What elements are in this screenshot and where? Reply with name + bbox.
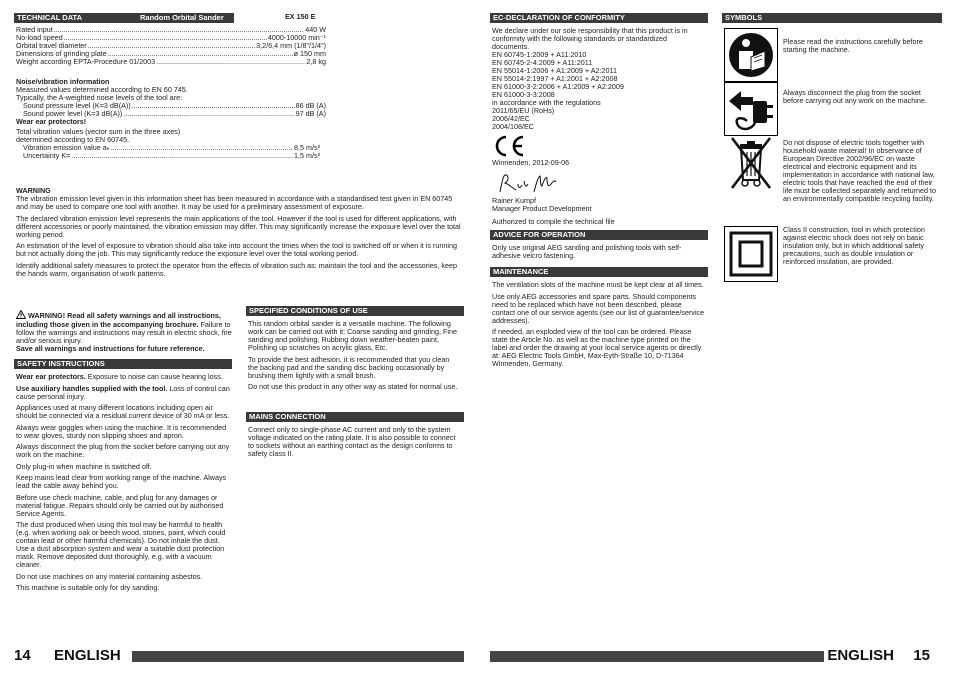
spec-row: Rated input ..... 440 W <box>16 26 326 34</box>
unplug-icon <box>724 82 778 136</box>
page-number-left: 14 <box>14 647 31 664</box>
specified-paragraph: To provide the best adhesion, it is recommended that you clean the backing pad and the sanding disc backing occasionally by brushing them lightly with a small brush. <box>248 354 450 380</box>
spec-row: Weight according EPTA-Procedure 01/2003 ..... 2,8 kg <box>16 58 326 66</box>
safety-warning-text: Failure to follow the warnings and instructions may result in electric shock, fire and/or serious injury. <box>16 320 232 345</box>
safety-paragraph: This machine is suitable only for dry sanding. <box>16 583 160 592</box>
warning-section <box>16 187 462 281</box>
signatory-name: Rainer Kumpf <box>492 196 536 205</box>
warning-paragraph: The vibration emission level given in this information sheet has been measured in accordance with a standardised test given in EN 60745 and may be used to compare one tool with another. It may be used for a preliminary assessment of exposure. <box>16 194 453 211</box>
safety-paragraph: The dust produced when using this tool may be harmful to health (e.g. when working oak or beech wood, stones, paint, which could contain lead or other harmful chemicals). Do not inhale the dust. Use a dust absorption system and wear a suitable dust protection mask. Remove deposited dust thoroughly, e.g. with a vacuum cleaner. <box>16 520 226 569</box>
vib-intro: Total vibration values (vector sum in the three axes) <box>16 127 181 136</box>
noise-intro: Typically, the A-weighted noise levels of the tool are: <box>16 93 183 102</box>
language-label-right: ENGLISH <box>827 647 894 664</box>
spec-row: No-load speed ..... 4000-10000 min⁻¹ <box>16 34 326 42</box>
crossed-bin-icon <box>724 136 778 192</box>
specified-conditions <box>248 320 460 395</box>
authorized-note: Authorized to compile the technical file <box>492 217 615 226</box>
footer-right <box>490 648 942 664</box>
advice-header: ADVICE FOR OPERATION <box>490 230 708 240</box>
vib-intro: determined according to EN 60745. <box>16 135 130 144</box>
noise-title: Noise/vibration information <box>16 77 110 86</box>
noise-section <box>16 78 326 126</box>
symbol-description: Class II construction, tool in which protection against electric shock does not rely on basic insulation only, but in which additional safety precautions, such as double insulation or reinforced insulation, are provided. <box>783 225 925 266</box>
spec-row: Orbital travel diameter ..... 3,2/6,4 mm (1/8"/1/4") <box>16 42 326 50</box>
safety-paragraph: Only plug-in when machine is switched off. <box>16 461 152 471</box>
safety-paragraph: Keep mains lead clear from working range of the machine. Always lead the cable away behind you. <box>16 473 227 490</box>
footer-left <box>14 648 464 664</box>
maintenance-header: MAINTENANCE <box>490 267 708 277</box>
maintenance-paragraph: If needed, an exploded view of the tool can be ordered. Please state the Article No. as well as the machine type printed on the label and order the drawing at your local service agents or directly at: AEG Electric Tools GmbH, Max-Eyth-Straße 10, D-71364 Winnenden, Germany. <box>492 327 702 368</box>
warning-paragraph: An estimation of the level of exposure to vibration should also take into account the times when the tool is switched off or when it is running but not actually doing the job. This may significantly reduce the exposure level over the total working period. <box>16 241 457 258</box>
ec-standard: EN 60745-2-4:2009 + A11:2011 <box>492 58 593 67</box>
ec-standard: 2006/42/EC <box>492 114 530 123</box>
safety-warning-bold: WARNING! Read all safety warnings and all instructions, including those given in the accompanying brochure. <box>16 311 221 329</box>
safety-warning-block <box>16 310 232 353</box>
ec-standard: EN 55014-2:1997 + A1:2001 + A2:2008 <box>492 74 618 83</box>
place-date: Winnenden, 2012-09-06 <box>492 158 570 167</box>
safety-text: Loss of control can cause personal injury. <box>16 383 230 401</box>
class-ii-icon <box>724 226 778 282</box>
noise-row: Sound pressure level (K=3 dB(A)) ..... 86 dB (A) <box>16 102 326 110</box>
safety-instructions <box>16 373 232 596</box>
ec-declaration-header: EC-DECLARATION OF CONFORMITY <box>490 13 708 23</box>
symbol-description: Always disconnect the plug from the socket before carrying out any work on the machine. <box>783 88 927 105</box>
maintenance-paragraph: The ventilation slots of the machine must be kept clear at all times. <box>492 280 704 289</box>
safety-warning-save: Save all warnings and instructions for future reference. <box>16 344 205 353</box>
specified-paragraph: This random orbital sander is a versatile machine. The following work can be carried out with it: Coarse sanding and grinding, Fine sanding and polishing, Rubbing down weather-beaten paint, Polishing up scratches on acrylic glass, Etc. <box>248 319 457 352</box>
safety-bold: Wear ear protectors. <box>16 372 86 381</box>
spec-row: Dimensions of grinding plate ..... ø 150 mm <box>16 50 326 58</box>
ec-standard: EN 60745-1:2009 + A11:2010 <box>492 50 587 59</box>
safety-paragraph <box>16 373 232 381</box>
safety-paragraph: Before use check machine, cable, and plug for any damages or material fatigue. Repairs should only be carried out by authorised Service Agents. <box>16 492 224 518</box>
read-manual-icon <box>724 28 778 82</box>
model-name: EX 150 E <box>285 12 316 21</box>
page-number-right: 15 <box>913 647 930 664</box>
signatory-role: Manager Product Development <box>492 204 592 213</box>
ec-intro: We declare under our sole responsibility that this product is in conformity with the following standards or standardized documents. <box>492 26 688 51</box>
maintenance-paragraph: Use only AEG accessories and spare parts. Should components need to be replaced which have not been described, please contact one of our service agents (see our list of guarantee/service addresses). <box>492 291 705 325</box>
safety-bold: Use auxiliary handles supplied with the tool. <box>16 383 168 393</box>
noise-row: Sound power level (K=3 dB(A)) ..... 97 dB (A) <box>16 110 326 118</box>
safety-paragraph: Always wear goggles when using the machine. It is recommended to wear gloves, sturdy non slipping shoes and apron. <box>16 422 227 440</box>
vib-row: Vibration emission value aₕ ..... 8,5 m/s² <box>16 144 320 152</box>
mains-connection <box>248 426 460 462</box>
mains-paragraph: Connect only to single-phase AC current and only to the system voltage indicated on the rating plate. It is also possible to connect to sockets without an earthing contact as the design conforms to safety class II. <box>248 425 456 458</box>
safety-paragraph: Do not use machines on any material containing asbestos. <box>16 571 203 581</box>
mains-connection-header: MAINS CONNECTION <box>246 412 464 422</box>
ec-standard: EN 61000-3-3:2008 <box>492 90 555 99</box>
spec-list <box>16 26 326 66</box>
ec-standard: EN 61000-3-2:2006 + A1:2009 + A2:2009 <box>492 82 624 91</box>
advice-text <box>492 244 704 264</box>
specified-paragraph: Do not use this product in any other way as stated for normal use. <box>248 382 458 391</box>
safety-paragraph <box>16 385 232 401</box>
warning-paragraph: The declared vibration emission level represents the main applications of the tool. However if the tool is used for different applications, with different accessories or poorly maintained, the vibration emission may differ. This may significantly increase the exposure level over the total working period. <box>16 213 461 239</box>
signatory <box>492 197 706 226</box>
language-label-left: ENGLISH <box>54 647 121 664</box>
specified-conditions-header: SPECIFIED CONDITIONS OF USE <box>246 306 464 316</box>
footer-bar <box>132 651 464 662</box>
ec-standard: in accordance with the regulations <box>492 98 601 107</box>
symbol-description: Please read the instructions carefully before starting the machine. <box>783 37 923 54</box>
ec-declaration <box>492 27 706 131</box>
ec-standard: EN 55014-1:2006 + A1:2009 + A2:2011 <box>492 66 617 75</box>
safety-paragraph: Always disconnect the plug from the socket before carrying out any work on the machine. <box>16 442 230 459</box>
maintenance-text <box>492 281 706 372</box>
safety-paragraph: Appliances used at many different locations including open air should be connected via a residual current device of 30 mA or less. <box>16 403 230 420</box>
vibration-section <box>16 128 320 160</box>
symbol-description: Do not dispose of electric tools together with household waste material! In observance of European Directive 2002/96/EC on waste electrical and electronic equipment and its implementation in accordance with national law, electric tools that have reached the end of their life must be collected separately and returned to an environmentally compatible recycling facility. <box>783 138 937 203</box>
product-name: Random Orbital Sander <box>140 13 224 22</box>
warning-paragraph: Identify additional safety measures to protect the operator from the effects of vibration such as: maintain the tool and the accessories, keep the hands warm, organisation of work patterns. <box>16 260 457 278</box>
advice-paragraph: Only use original AEG sanding and polishing tools with self-adhesive velcro fastening. <box>492 243 682 260</box>
vib-row: Uncertainty K= ..... 1,5 m/s² <box>16 152 320 160</box>
ear-protect-note: Wear ear protectors! <box>16 117 87 126</box>
technical-data-header <box>14 13 234 23</box>
footer-bar <box>490 651 824 662</box>
ec-standard: 2004/108/EC <box>492 122 534 131</box>
safety-text: Exposure to noise can cause hearing loss. <box>85 372 223 381</box>
ec-standard: 2011/65/EU (RoHs) <box>492 106 555 115</box>
technical-data-title: TECHNICAL DATA <box>17 13 82 22</box>
warning-title: WARNING <box>16 186 51 195</box>
symbols-header: SYMBOLS <box>722 13 942 23</box>
noise-intro: Measured values determined according to EN 60 745. <box>16 85 188 94</box>
safety-instructions-header: SAFETY INSTRUCTIONS <box>14 359 232 369</box>
